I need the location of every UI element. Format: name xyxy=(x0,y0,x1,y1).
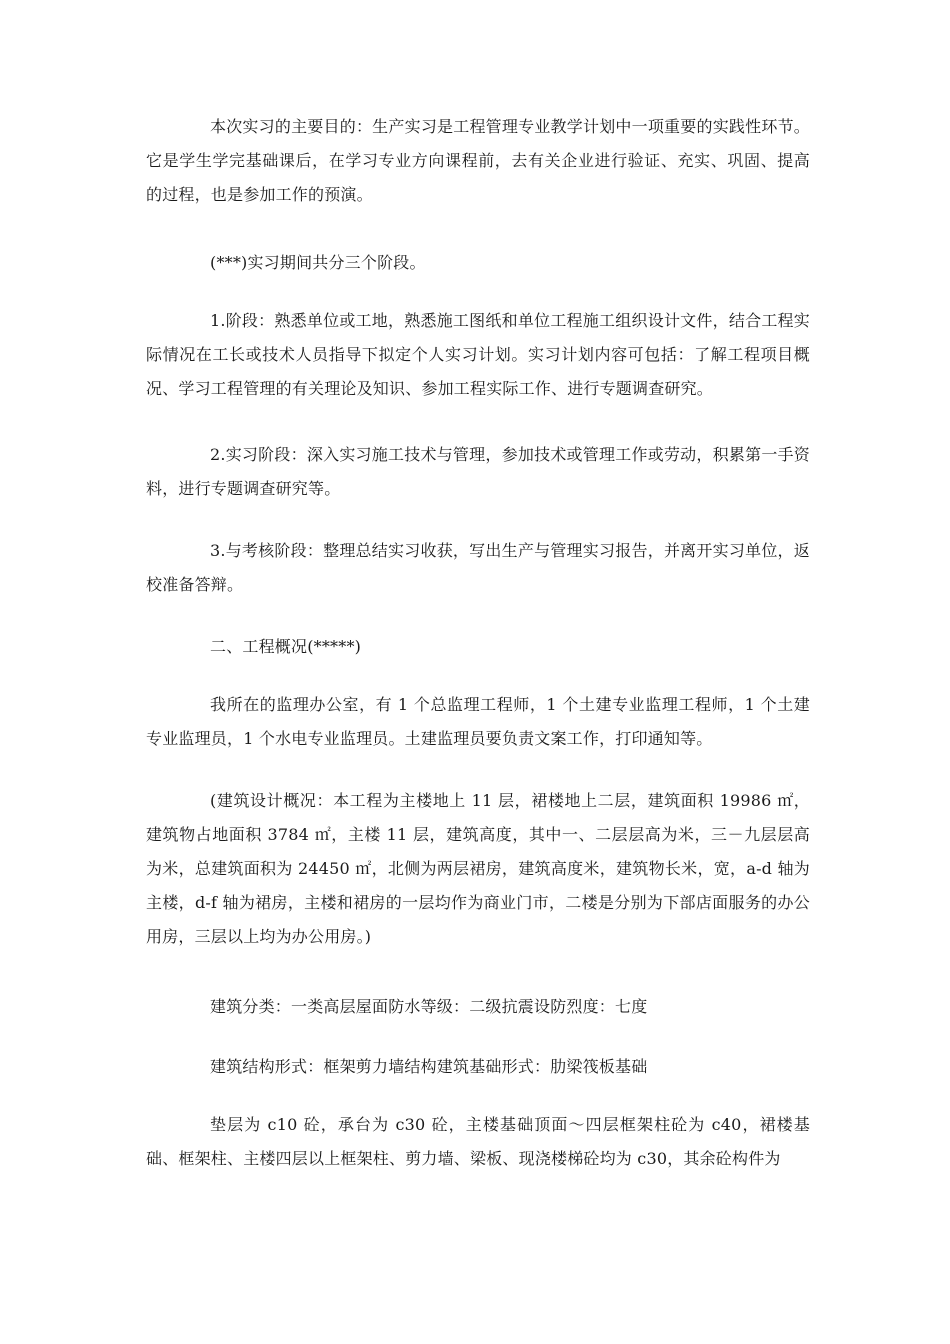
paragraph-text: 建筑结构形式：框架剪力墙结构建筑基础形式：肋梁筏板基础 xyxy=(210,1057,648,1076)
paragraph-internship-phases xyxy=(146,246,810,280)
paragraph-text: (建筑设计概况：本工程为主楼地上 11 层，裙楼地上二层，建筑面积 19986 ㎡，建筑物占地面积 3784 ㎡，主楼 11 层，建筑高度，其中一、二层层高为米，三－九层层高为米，总建筑面积为 24450 ㎡，北侧为两层裙房，建筑高度米，建筑物长米，宽，a-d 轴为主楼，d-f 轴为裙房，主楼和裙房的一层均作为商业门市，二楼是分别为下部店面服务的办公用房，三层以上均为办公用房。) xyxy=(146,791,810,946)
paragraph-phase-3 xyxy=(146,534,810,602)
paragraph-concrete-grades xyxy=(146,1108,810,1176)
paragraph-supervision-office xyxy=(146,688,810,756)
paragraph-text: (***)实习期间共分三个阶段。 xyxy=(210,253,426,272)
paragraph-text: 建筑分类：一类高层屋面防水等级：二级抗震设防烈度：七度 xyxy=(210,997,648,1016)
paragraph-text: 1.阶段：熟悉单位或工地，熟悉施工图纸和单位工程施工组织设计文件，结合工程实际情况在工长或技术人员指导下拟定个人实习计划。实习计划内容可包括：了解工程项目概况、学习工程管理的有关理论及知识、参加工程实际工作、进行专题调查研究。 xyxy=(146,311,810,398)
paragraph-text: 2.实习阶段：深入实习施工技术与管理，参加技术或管理工作或劳动，积累第一手资料，进行专题调查研究等。 xyxy=(146,445,810,498)
paragraph-building-classification xyxy=(146,990,810,1024)
paragraph-phase-1 xyxy=(146,304,810,406)
paragraph-internship-purpose xyxy=(146,110,810,212)
section-heading-project-overview xyxy=(146,630,810,664)
paragraph-text: 3.与考核阶段：整理总结实习收获，写出生产与管理实习报告，并离开实习单位，返校准备答辩。 xyxy=(146,541,810,594)
paragraph-building-design-overview xyxy=(146,784,810,954)
paragraph-structure-form xyxy=(146,1050,810,1084)
paragraph-text: 本次实习的主要目的：生产实习是工程管理专业教学计划中一项重要的实践性环节。它是学生学完基础课后，在学习专业方向课程前，去有关企业进行验证、充实、巩固、提高的过程，也是参加工作的预演。 xyxy=(146,117,810,204)
paragraph-phase-2 xyxy=(146,438,810,506)
paragraph-text: 我所在的监理办公室，有 1 个总监理工程师，1 个土建专业监理工程师，1 个土建专业监理员，1 个水电专业监理员。土建监理员要负责文案工作，打印通知等。 xyxy=(146,695,810,748)
section-heading-text: 二、工程概况(*****) xyxy=(210,637,362,656)
paragraph-text: 垫层为 c10 砼，承台为 c30 砼，主楼基础顶面～四层框架柱砼为 c40，裙楼基础、框架柱、主楼四层以上框架柱、剪力墙、梁板、现浇楼梯砼均为 c30，其余砼构件为 xyxy=(146,1115,810,1168)
